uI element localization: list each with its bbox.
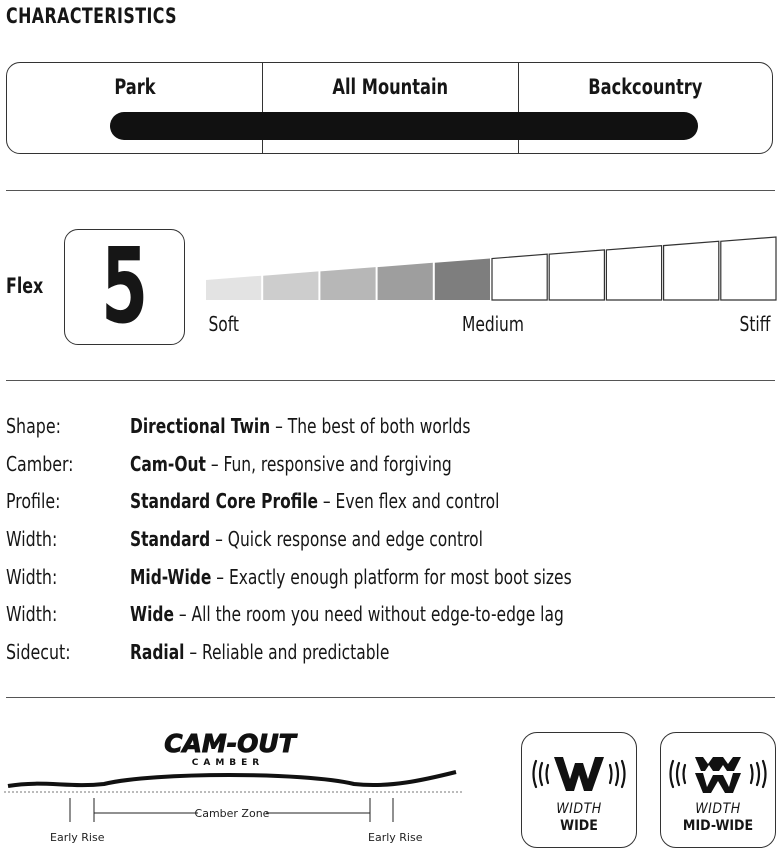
badge-width-mid-wide <box>660 732 776 848</box>
flex-scale <box>205 230 777 302</box>
spec-name: Standard <box>130 527 211 551</box>
spec-label: Width: <box>6 565 58 589</box>
divider <box>6 190 775 191</box>
flex-label: Flex <box>6 274 44 298</box>
spec-row <box>6 565 776 591</box>
badge-name: WIDE <box>560 818 598 834</box>
spec-row <box>6 602 776 628</box>
badge-sub: WIDTH <box>695 801 741 817</box>
spec-desc: – The best of both worlds <box>270 414 471 438</box>
spec-row <box>6 414 776 440</box>
terrain-label-backcountry: Backcountry <box>587 75 703 99</box>
badge-width-wide <box>521 732 637 848</box>
width-wide-icon <box>522 751 636 797</box>
spec-row <box>6 489 776 515</box>
terrain-label-park: Park <box>113 75 156 99</box>
flex-segment <box>606 246 661 300</box>
spec-desc: – Exactly enough platform for most boot sizes <box>211 565 572 589</box>
spec-row <box>6 452 776 478</box>
spec-label: Profile: <box>6 489 61 513</box>
camber-zone-label: Camber Zone <box>194 807 270 820</box>
spec-label: Shape: <box>6 414 61 438</box>
spec-name: Wide <box>130 602 174 626</box>
spec-name: Directional Twin <box>130 414 271 438</box>
divider <box>6 380 775 381</box>
terrain-range-bar <box>110 112 698 140</box>
flex-tick-stiff: Stiff <box>739 312 771 336</box>
flex-tick-medium: Medium <box>462 312 524 336</box>
spec-desc: – Fun, responsive and forgiving <box>205 452 452 476</box>
flex-segment <box>549 250 604 300</box>
terrain-label-all-mountain: All Mountain <box>332 75 448 99</box>
flex-segment <box>378 263 433 300</box>
spec-row <box>6 527 776 553</box>
flex-segment <box>664 241 719 300</box>
camber-logo: CAM-OUT <box>164 729 296 758</box>
spec-row <box>6 640 776 666</box>
badge-name: MID-WIDE <box>682 818 754 834</box>
spec-desc: – Reliable and predictable <box>184 640 390 664</box>
divider <box>6 697 775 698</box>
early-rise-label-left: Early Rise <box>50 831 105 844</box>
badge-sub: WIDTH <box>556 801 602 817</box>
spec-desc: – Even flex and control <box>317 489 500 513</box>
spec-name: Cam-Out <box>130 452 206 476</box>
flex-segment <box>320 267 375 300</box>
width-mid-wide-icon <box>661 751 775 797</box>
spec-label: Camber: <box>6 452 74 476</box>
spec-desc: – Quick response and edge control <box>210 527 483 551</box>
board-profile-line <box>8 772 456 786</box>
spec-name: Standard Core Profile <box>130 489 318 513</box>
spec-name: Mid-Wide <box>130 565 212 589</box>
flex-segment <box>435 259 490 301</box>
spec-name: Radial <box>130 640 185 664</box>
camber-profile-diagram <box>4 728 464 852</box>
flex-rating-value: 5 <box>101 225 148 347</box>
flex-segment <box>492 254 547 300</box>
page-title: CHARACTERISTICS <box>6 4 178 28</box>
terrain-range-box <box>6 62 773 154</box>
flex-tick-soft: Soft <box>208 312 239 336</box>
camber-logo-sub: CAMBER <box>191 758 265 768</box>
flex-segment <box>721 237 776 300</box>
spec-label: Sidecut: <box>6 640 71 664</box>
spec-desc: – All the room you need without edge-to-edge lag <box>173 602 564 626</box>
flex-segment <box>206 276 261 300</box>
flex-segment <box>263 271 318 300</box>
spec-label: Width: <box>6 527 58 551</box>
early-rise-label-right: Early Rise <box>368 831 423 844</box>
spec-label: Width: <box>6 602 58 626</box>
